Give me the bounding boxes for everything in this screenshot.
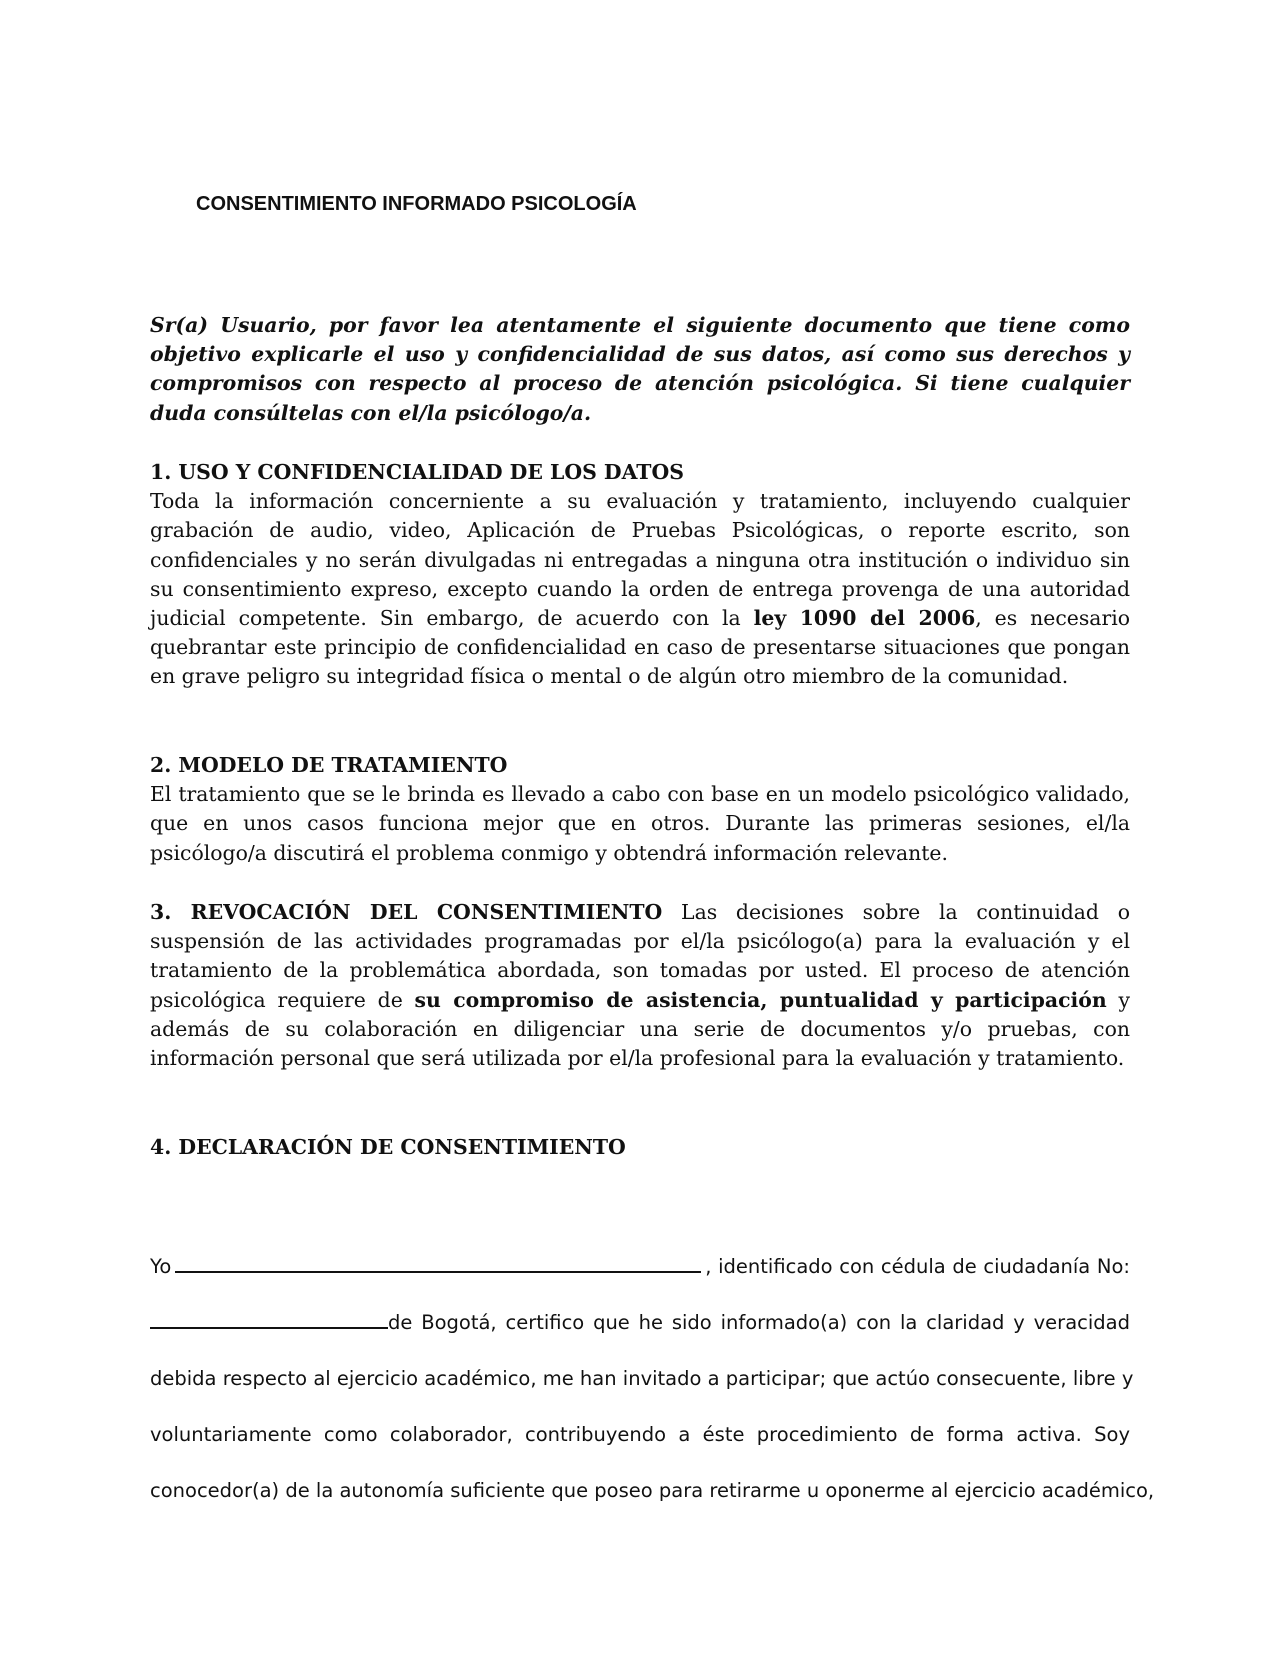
line-text: Yo — [150, 1255, 172, 1278]
line-text: de Bogotá, certifico que he sido informado(a) con la claridad y veracidad — [388, 1311, 1130, 1334]
section-heading: 1. USO Y CONFIDENCIALIDAD DE LOS DATOS — [150, 460, 684, 484]
declaration-line: debida respecto al ejercicio académico, me han invitado a participar; que actúo consecuente, libre y — [150, 1367, 1134, 1390]
paragraph-text: , es necesario quebrantar este principio de confidencialidad en caso de presentarse situaciones que pongan en grave peligro su integridad física o mental o de algún otro miembro de la comunidad. — [150, 606, 1130, 689]
law-reference: ley 1090 del 2006 — [753, 606, 976, 631]
declaration-text — [150, 1239, 1155, 1519]
section-revocacion — [150, 898, 1130, 1073]
intro-paragraph: Sr(a) Usuario, por favor lea atentamente el siguiente documento que tiene como objetivo explicarle el uso y confidencialidad de sus datos, así como sus derechos y compromisos con respecto al proceso de atención psicológica. Si tiene cualquier duda consúltelas con el/la psicólogo/a. — [150, 313, 1130, 425]
section-heading: 3. REVOCACIÓN DEL CONSENTIMIENTO — [150, 900, 663, 924]
paragraph-text: Las decisiones sobre la continuidad o suspensión de las actividades programadas por el/la psicólogo(a) para la evaluación y el tratamiento de la problemática abordada, son tomadas por usted. El proceso de atención psicológica requiere de — [150, 900, 1130, 1012]
name-blank-field[interactable] — [175, 1249, 701, 1273]
section-declaracion — [150, 1133, 1130, 1162]
declaration-line — [150, 1295, 1130, 1351]
emphasis-text: su compromiso de asistencia, puntualidad y participación — [414, 987, 1107, 1012]
document-title: CONSENTIMIENTO INFORMADO PSICOLOGÍA — [196, 193, 637, 215]
section-heading: 2. MODELO DE TRATAMIENTO — [150, 753, 508, 777]
section-paragraph: El tratamiento que se le brinda es llevado a cabo con base en un modelo psicológico validado, que en unos casos funciona mejor que en otros. Durante las primeras sesiones, el/la psicólogo/a discutirá el problema conmigo y obtendrá información relevante. — [150, 782, 1130, 865]
line-text: , identificado con cédula de ciudadanía No: — [705, 1255, 1130, 1278]
section-paragraph — [150, 487, 1130, 691]
declaration-line: conocedor(a) de la autonomía suficiente que poseo para retirarme u oponerme al ejercicio académico, — [150, 1479, 1155, 1502]
declaration-line: voluntariamente como colaborador, contribuyendo a éste procedimiento de forma activa. Soy — [150, 1423, 1130, 1446]
declaration-line — [150, 1239, 1130, 1295]
paragraph-text: y además de su colaboración en diligenciar una serie de documentos y/o pruebas, con información personal que será utilizada por el/la profesional para la evaluación y tratamiento. — [150, 987, 1130, 1071]
id-number-blank-field[interactable] — [150, 1305, 388, 1329]
section-modelo-tratamiento — [150, 751, 1130, 868]
section-uso-confidencialidad — [150, 458, 1130, 692]
section-heading: 4. DECLARACIÓN DE CONSENTIMIENTO — [150, 1135, 626, 1159]
paragraph-text: Toda la información concerniente a su evaluación y tratamiento, incluyendo cualquier grabación de audio, video, Aplicación de Pruebas Psicológicas, o reporte escrito, son confidenciales y no serán divulgadas ni entregadas a ninguna otra institución o individuo sin su consentimiento expreso, excepto cuando la orden de entrega provenga de una autoridad judicial competente. Sin embargo, de acuerdo con la — [150, 489, 1130, 631]
